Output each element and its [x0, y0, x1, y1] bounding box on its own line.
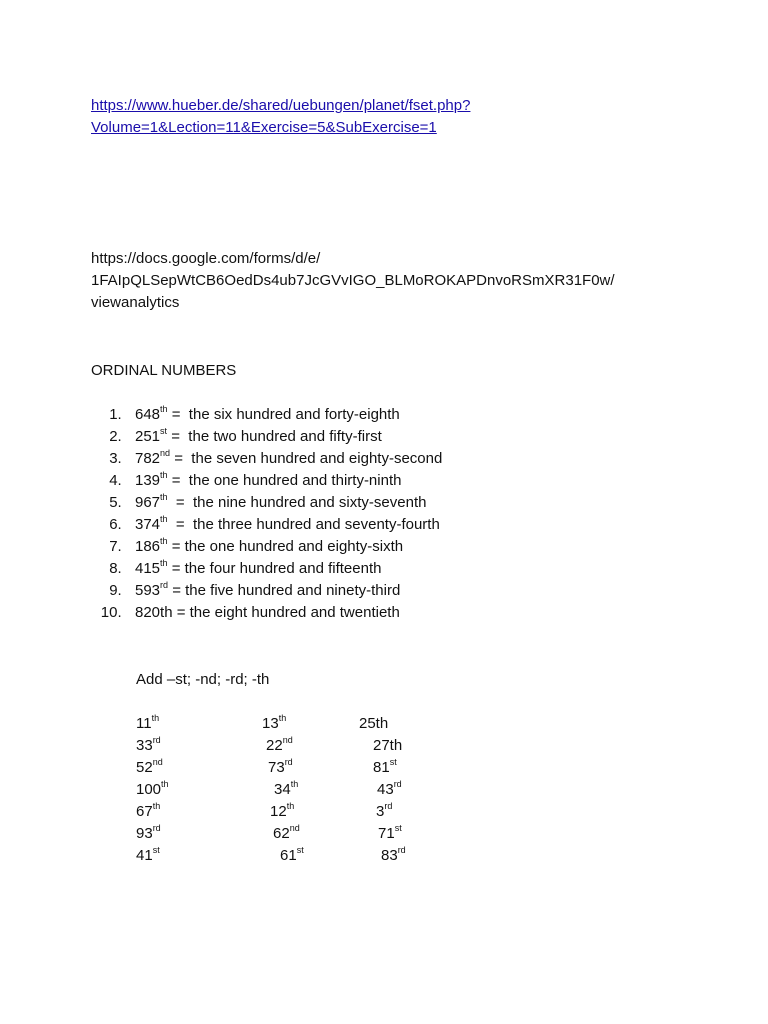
list-item: [0, 514, 600, 536]
exercise-number: 62: [273, 825, 290, 842]
exercise-cell: [373, 757, 397, 779]
exercise-row: [0, 779, 600, 801]
exercise-number: 43: [377, 781, 394, 798]
exercise-cell: [381, 845, 406, 867]
exercise-suffix: th: [161, 779, 169, 789]
ordinal-number: 782: [135, 450, 161, 467]
exercise-suffix: rd: [284, 757, 293, 767]
ordinal-words: = the five hundred and ninety-third: [168, 582, 401, 599]
ordinal-words: = the eight hundred and twentieth: [172, 604, 400, 621]
section-heading: ORDINAL NUMBERS: [91, 362, 237, 379]
exercise-number: 25th: [359, 715, 389, 732]
ordinal-number: 139: [135, 472, 161, 489]
list-item: [0, 492, 600, 514]
url-line-1: https://docs.google.com/forms/d/e/: [91, 250, 321, 267]
exercise-number: 100: [136, 781, 162, 798]
exercise-cell: [136, 801, 160, 823]
ordinal-suffix: th: [160, 470, 168, 480]
ordinal-words: = the seven hundred and eighty-second: [170, 450, 443, 467]
exercise-suffix: rd: [152, 735, 161, 745]
url-line-2: 1FAIpQLSepWtCB6OedDs4ub7JcGVvIGO_BLMoROKAPDnvoRSmXR31F0w/: [91, 272, 615, 289]
exercise-row: [0, 757, 600, 779]
exercise-number: 41: [136, 847, 153, 864]
exercise-cell: [136, 845, 160, 867]
exercise-suffix: th: [152, 801, 161, 811]
list-item: [0, 602, 600, 624]
exercise-cell: [373, 735, 402, 757]
ordinal-words: = the three hundred and seventy-fourth: [167, 516, 440, 533]
google-forms-url: [91, 248, 615, 314]
exercise-row: [0, 735, 600, 757]
ordinal-entry: [135, 492, 426, 514]
exercise-number: 34: [274, 781, 291, 798]
ordinal-suffix: th: [160, 514, 168, 524]
exercise-number: 73: [268, 759, 285, 776]
exercise-cell: [136, 779, 169, 801]
exercise-suffix: nd: [152, 757, 163, 767]
ordinal-number: 186: [135, 538, 161, 555]
ordinal-numbers-list: [0, 404, 600, 624]
ordinal-suffix: st: [160, 426, 168, 436]
exercise-number: 61: [280, 847, 297, 864]
exercise-cell: [280, 845, 304, 867]
url-line-3: viewanalytics: [91, 294, 180, 311]
list-marker: 9.: [109, 582, 122, 599]
exercise-suffix: nd: [282, 735, 293, 745]
ordinal-suffix: th: [160, 536, 168, 546]
exercise-instruction: Add –st; -nd; -rd; -th: [136, 671, 270, 688]
exercise-number: 67: [136, 803, 153, 820]
exercise-row: [0, 713, 600, 735]
list-marker: 6.: [109, 516, 122, 533]
list-item: [0, 448, 600, 470]
list-item: [0, 558, 600, 580]
exercise-number: 81: [373, 759, 390, 776]
exercise-cell: [136, 735, 161, 757]
ordinal-words: = the two hundred and fifty-first: [167, 428, 382, 445]
exercise-suffix: rd: [384, 801, 393, 811]
exercise-row: [0, 801, 600, 823]
list-item: [0, 470, 600, 492]
exercise-cell: [266, 735, 293, 757]
exercise-suffix: st: [296, 845, 304, 855]
ordinal-number: 593: [135, 582, 161, 599]
exercise-suffix: rd: [152, 823, 161, 833]
exercise-cell: [270, 801, 294, 823]
exercise-suffix: rd: [393, 779, 402, 789]
ordinal-suffix: th: [160, 492, 168, 502]
list-marker: 5.: [109, 494, 122, 511]
list-marker: 7.: [109, 538, 122, 555]
ordinal-words: = the four hundred and fifteenth: [167, 560, 382, 577]
ordinal-words: = the one hundred and eighty-sixth: [167, 538, 404, 555]
exercise-suffix: th: [278, 713, 287, 723]
exercise-number: 3: [376, 803, 385, 820]
exercise-number: 33: [136, 737, 153, 754]
exercise-suffix: th: [290, 779, 299, 789]
link-line-1[interactable]: https://www.hueber.de/shared/uebungen/planet/fset.php?: [91, 97, 471, 114]
ordinal-entry: [135, 404, 400, 426]
ordinal-number: 251: [135, 428, 161, 445]
exercise-suffix: rd: [397, 845, 406, 855]
list-marker: 4.: [109, 472, 122, 489]
ordinal-suffix: nd: [160, 448, 171, 458]
exercise-suffix: st: [152, 845, 160, 855]
exercise-cell: [262, 713, 286, 735]
exercise-cell: [274, 779, 298, 801]
ordinal-entry: [135, 448, 442, 470]
exercise-cell: [268, 757, 293, 779]
ordinal-entry: [135, 514, 440, 536]
list-item: [0, 426, 600, 448]
list-marker: 3.: [109, 450, 122, 467]
link-line-2[interactable]: Volume=1&Lection=11&Exercise=5&SubExercise=1: [91, 119, 437, 136]
exercise-number: 93: [136, 825, 153, 842]
exercise-number: 12: [270, 803, 287, 820]
ordinal-number: 648: [135, 406, 161, 423]
list-marker: 2.: [109, 428, 122, 445]
exercise-number: 13: [262, 715, 279, 732]
exercise-number: 83: [381, 847, 398, 864]
exercise-suffix: th: [151, 713, 160, 723]
exercise-cell: [136, 713, 159, 735]
ordinal-suffix: rd: [160, 580, 169, 590]
ordinal-entry: [135, 426, 382, 448]
exercise-cell: [378, 823, 402, 845]
hueber-exercise-link[interactable]: [91, 95, 470, 139]
ordinal-number: 967: [135, 494, 161, 511]
ordinal-number: 374: [135, 516, 161, 533]
exercise-suffix: st: [394, 823, 402, 833]
ordinal-entry: [135, 536, 403, 558]
exercise-row: [0, 845, 600, 867]
ordinal-words: = the one hundred and thirty-ninth: [167, 472, 402, 489]
ordinal-entry: [135, 580, 400, 602]
ordinal-words: = the nine hundred and sixty-seventh: [167, 494, 427, 511]
exercise-cell: [359, 713, 388, 735]
list-marker: 8.: [109, 560, 122, 577]
ordinal-entry: [135, 602, 400, 624]
ordinal-entry: [135, 558, 381, 580]
exercise-number: 71: [378, 825, 395, 842]
list-item: [0, 536, 600, 558]
list-marker: 1.: [109, 406, 122, 423]
exercise-cell: [377, 779, 402, 801]
exercise-suffix: nd: [289, 823, 300, 833]
exercise-cell: [136, 757, 163, 779]
ordinal-number: 415: [135, 560, 161, 577]
ordinal-entry: [135, 470, 401, 492]
ordinal-words: = the six hundred and forty-eighth: [167, 406, 400, 423]
ordinal-suffix: th: [160, 404, 168, 414]
ordinal-suffix: th: [160, 558, 168, 568]
list-marker: 10.: [100, 604, 122, 621]
ordinal-number: 820th: [135, 604, 173, 621]
suffix-exercise-grid: [0, 713, 600, 867]
exercise-number: 22: [266, 737, 283, 754]
list-item: [0, 580, 600, 602]
exercise-number: 52: [136, 759, 153, 776]
exercise-number: 11: [136, 715, 152, 732]
exercise-cell: [376, 801, 392, 823]
exercise-cell: [136, 823, 161, 845]
exercise-number: 27th: [373, 737, 403, 754]
exercise-row: [0, 823, 600, 845]
exercise-suffix: st: [389, 757, 397, 767]
exercise-cell: [273, 823, 300, 845]
exercise-suffix: th: [286, 801, 295, 811]
list-item: [0, 404, 600, 426]
